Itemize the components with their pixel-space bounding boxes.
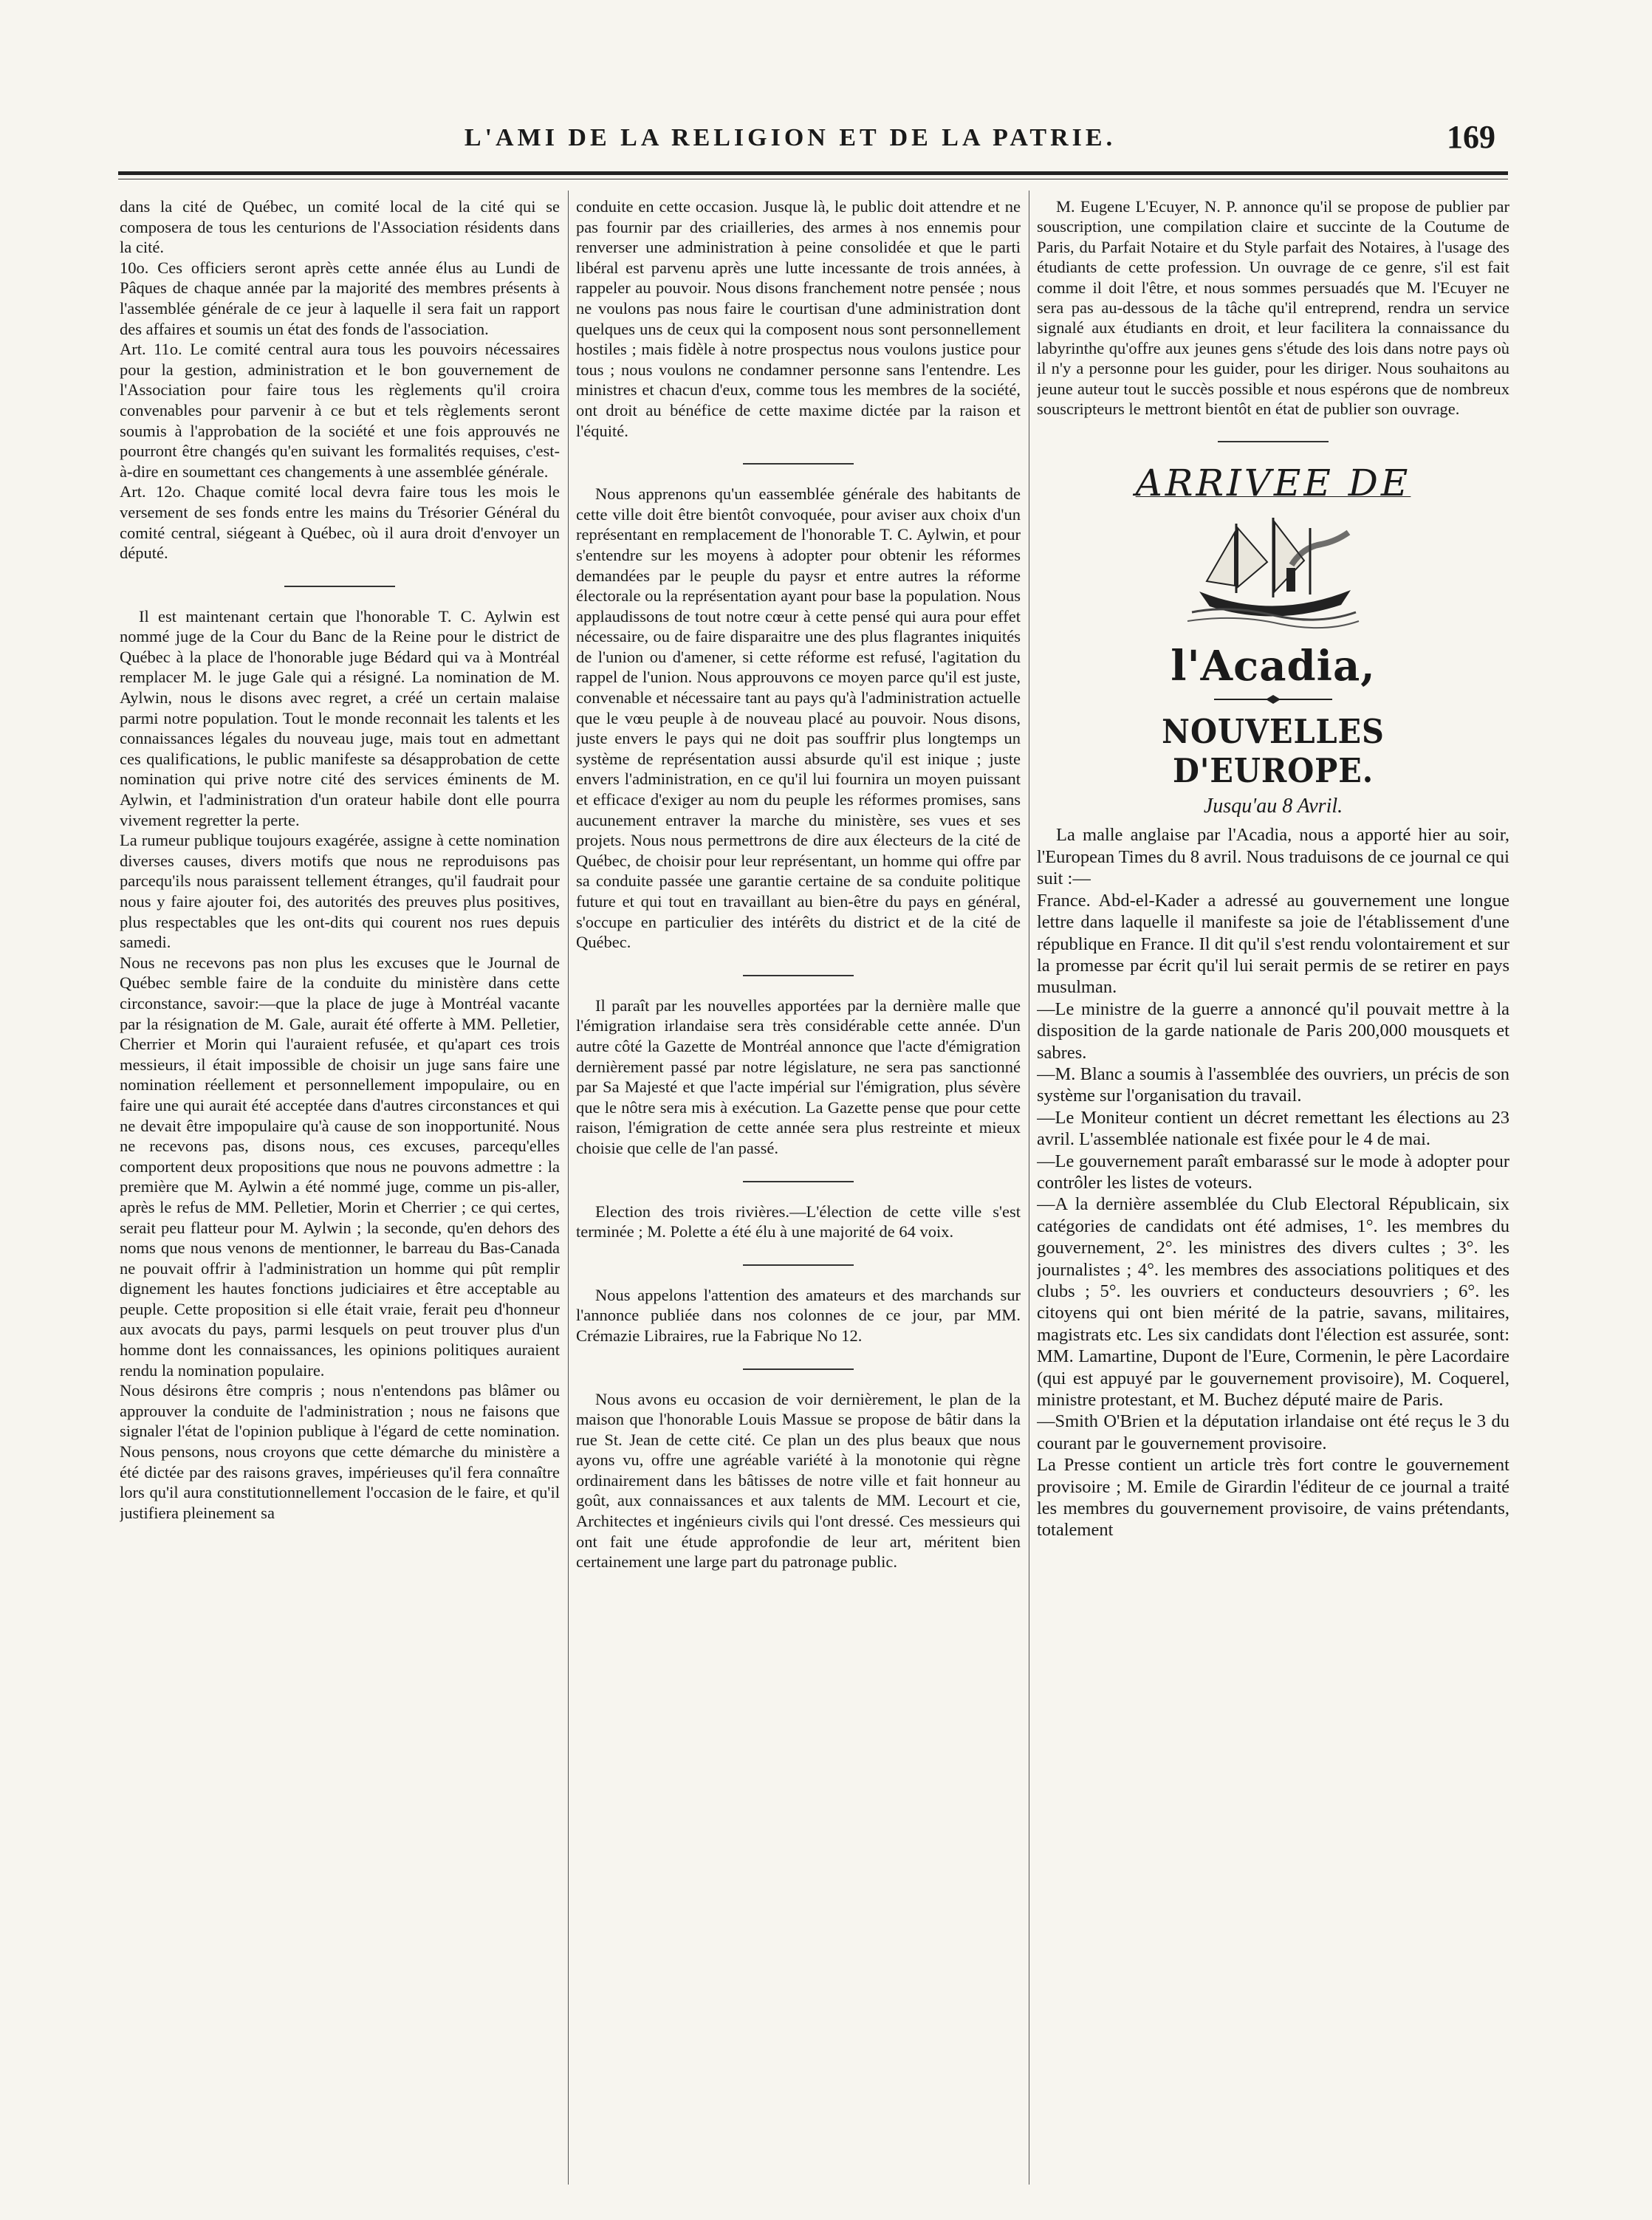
section-divider bbox=[1218, 441, 1329, 442]
steamship-icon bbox=[1185, 510, 1362, 636]
article-paragraph: dans la cité de Québec, un comité local de la cité qui se composera de tous les centurions de l'Association résidents dans la cité. bbox=[120, 197, 560, 257]
article-paragraph: Art. 12o. Chaque comité local devra faire tous les mois le versement de ses fonds entre les mains du Trésorier Général du comité central, siégeant à Québec, où il aura droit d'envoyer un député. bbox=[120, 482, 560, 563]
page-number: 169 bbox=[1447, 119, 1495, 155]
article-paragraph: —Le ministre de la guerre a annoncé qu'il pouvait mettre à la disposition de la garde nationale de Paris 200,000 mousquets et sabres. bbox=[1037, 998, 1509, 1063]
article-paragraph: Nous ne recevons pas non plus les excuses que le Journal de Québec semble faire de la conduite du ministère dans cette circonstance, savoir:—que la place de juge à Montréal vacante par la résignation de M. Gale, aurait été offerte à MM. Pelletier, Cherrier et Morin qui l'auraient refusée, et qu'apart ces trois messieurs, il était impossible de choisir un juge sans faire une nomination réellement et personnellement impopulaire, ou en faire une qui aurait été acceptée dans d'autres circonstances et qui ne devait être impopulaire qu'à cause de son inopportunité. Nous ne recevons pas, disons nous, ces excuses, parcequ'elles comportent deux propositions que nous ne pouvons admettre : la première que M. Aylwin a été nommé juge, comme un pis-aller, après le refus de MM. Pelletier, Morin et Cherrier ; ce qui certes, serait peu flatteur pour M. Aylwin ; la seconde, qu'en dehors des noms que nous venons de mentionner, le barreau du Bas-Canada ne pouvait offrir à l'administration un homme qui pût remplir dignement les hautes fonctions judiciaires et être acceptable au peuple. Cette proposition si elle était vraie, ferait peu d'honneur aux avocats du pays, parmi lesquels on peut trouver plus d'un homme dont les connaissances, les opinions politiques auraient rendu la nomination populaire. bbox=[120, 953, 560, 1380]
article-paragraph: La malle anglaise par l'Acadia, nous a apporté hier au soir, l'European Times du 8 avril. Nous traduisons de ce journal ce qui suit :— bbox=[1037, 825, 1509, 889]
article-paragraph: —M. Blanc a soumis à l'assemblée des ouvriers, un précis de son système sur l'organisation du travail. bbox=[1037, 1063, 1509, 1106]
ship-engraving bbox=[1037, 510, 1509, 639]
article-paragraph: Nous appelons l'attention des amateurs et des marchands sur l'annonce publiée dans nos colonnes de ce jour, par MM. Crémazie Libraires, rue la Fabrique No 12. bbox=[576, 1285, 1021, 1345]
article-paragraph: —Smith O'Brien et la députation irlandaise ont été reçus le 3 du courant par le gouvernement provisoire. bbox=[1037, 1411, 1509, 1453]
header-rule-thick bbox=[118, 171, 1508, 175]
article-paragraph: France. Abd-el-Kader a adressé au gouvernement une longue lettre dans laquelle il manifeste sa joie de l'établissement d'une république en France. Il dit qu'il s'est rendu volontairement et sur la promesse par écrit qu'il lui serait permis de se retirer en pays musulman. bbox=[1037, 890, 1509, 998]
rule-ornament-icon bbox=[1214, 694, 1332, 705]
section-divider bbox=[743, 463, 854, 465]
article-paragraph: —A la dernière assemblée du Club Electoral Républicain, six catégories de candidats ont été admises, 1°. les membres du gouvernement, 2°. les ministres des divers cultes ; 3°. les journalistes ; 4°. les membres des associations politiques et des clubs ; 5°. les ouvriers et conducteurs desouvriers ; 6°. les citoyens qui ont bien mérité de la patrie, savans, militaires, magistrats etc. Les six candidats dont l'élection est assurée, sont: MM. Lamartine, Dupont de l'Eure, Cormenin, le père Lacordaire (qui est appuyé par le gouvernement provisoire), M. Coquerel, ministre protestant, et M. Buchez député maire de Paris. bbox=[1037, 1194, 1509, 1411]
article-paragraph: La rumeur publique toujours exagérée, assigne à cette nomination diverses causes, divers motifs que nous ne reproduisons pas parcequ'ils nous paraissent tellement étranges, qu'il faudrait pour nous y faire ajouter foi, des autorités des preuves plus positives, plus respectables que les ont-dits qui courent nos rues depuis samedi. bbox=[120, 831, 560, 952]
vessel-name: l'Acadia, bbox=[1171, 642, 1376, 691]
article-paragraph: —Le Moniteur contient un décret remettant les élections au 23 avril. L'assemblée nationale est fixée pour le 4 de mai. bbox=[1037, 1107, 1509, 1150]
section-divider bbox=[284, 586, 395, 587]
article-paragraph: Art. 11o. Le comité central aura tous les pouvoirs nécessaires pour la gestion, administration et le bon gouvernement de l'Association pour faire tous les règlements qu'il croira convenables pour parvenir à ce but et tels règlements seront soumis à l'approbation de la société et une fois approuvés ne pourront être changés qu'en suivant les formalités requises, c'est-à-dire en soumettant ces changements à une assemblée générale. bbox=[120, 340, 560, 481]
section-divider bbox=[743, 1181, 854, 1182]
article-paragraph: —Le gouvernement paraît embarassé sur le mode à adopter pour contrôler les listes de voteurs. bbox=[1037, 1151, 1509, 1193]
article-paragraph: 10o. Ces officiers seront après cette année élus au Lundi de Pâques de chaque année par la majorité des membres présents à l'assemblée générale de ce jeur à laquelle il sera fait un rapport des affaires et soumis un état des fonds de l'association. bbox=[120, 258, 560, 338]
article-paragraph: Nous avons eu occasion de voir dernièrement, le plan de la maison que l'honorable Louis Massue se propose de bâtir dans la rue St. Jean de cette cité. Ce plan un des plus beaux que nous ayons vu, offre une agréable variété à la monotonie qui règne ordinairement dans les bâtisses de notre ville et fait honneur au goût, aux connaissances et aux talents de MM. Lecourt et cie, Architectes et ingénieurs civils qui l'ont dressé. Ces messieurs qui ont fait une étude approfondie de leur art, méritent bien certainement une large part du patronage public. bbox=[576, 1389, 1021, 1572]
section-divider bbox=[743, 975, 854, 976]
news-date: Jusqu'au 8 Avril. bbox=[1203, 795, 1343, 818]
column-1 bbox=[120, 196, 560, 2190]
article-paragraph: conduite en cette occasion. Jusque là, le public doit attendre et ne pas fournir par des criailleries, des armes à nos ennemis pour renverser une administration à peine consolidée et que le parti libéral est parvenu après une lutte incessante de trois années, à rappeler au pouvoir. Nous disons franchement notre pensée ; nous ne voulons pas nous faire le courtisan d'une administration dont quelques uns de ceux qui la composent nous sont personnellement hostiles ; mais fidèle à notre prospectus nous voulons justice pour tous ; nous voulons ne condamner personne sans l'entendre. Les ministres et chacun d'eux, comme tous les membres de la société, ont droit au bénéfice de cette maxime dictée par la raison et l'équité. bbox=[576, 197, 1021, 440]
arrival-heading: ARRIVEE DE bbox=[1135, 462, 1411, 505]
column-rule-left bbox=[568, 191, 569, 2185]
news-heading: NOUVELLES D'EUROPE. bbox=[1162, 712, 1385, 791]
column-2 bbox=[576, 196, 1021, 2190]
article-paragraph: Il paraît par les nouvelles apportées par la dernière malle que l'émigration irlandaise sera très considérable cette année. D'un autre côté la Gazette de Montréal annonce que l'acte d'émigration dernièrement passé par notre législature, ne sera pas sanctionné par Sa Majesté et que l'acte impérial sur l'émigration, plus sévère que le nôtre sera mis à exécution. La Gazette pense que pour cette raison, l'émigration de cette année sera plus restreinte et mieux choisie que celle de l'an passé. bbox=[576, 996, 1021, 1157]
running-head-title: L'AMI DE LA RELIGION ET DE LA PATRIE. bbox=[464, 124, 1117, 151]
section-divider bbox=[743, 1368, 854, 1370]
article-paragraph: Il est maintenant certain que l'honorable T. C. Aylwin est nommé juge de la Cour du Banc de la Reine pour le district de Québec à la place de l'honorable juge Bédard qui va à Montréal remplacer M. le juge Gale qui a résigné. La nomination de M. Aylwin, nous le disons avec regret, a créé un certain malaise parmi notre population. Tout le monde reconnait les talents et les connaissances légales du nouveau juge, mais tout en admettant ces qualifications, le public manifeste sa désapprobation de cette nomination qui prive notre cité des services éminents de M. Aylwin, et l'administration d'un orateur habile dont elle pourra vivement regretter la perte. bbox=[120, 606, 560, 829]
article-paragraph: M. Eugene L'Ecuyer, N. P. annonce qu'il se propose de publier par souscription, une compilation claire et succinte de la Coutume de Paris, du Parfait Notaire et du Style parfait des Notaires, à l'usage des étudiants de cette profession. Un ouvrage de ce genre, s'il est fait comme il doit l'être, et nous sommes persuadés que M. l'Ecuyer ne sera pas au-dessous de la tâche qu'il entreprend, rendra un service signalé aux étudiants en droit, et leur facilitera la connaissance du labyrinthe qu'offre aux jeunes gens s'étude des lois dans notre pays où il n'y a personne pour les guider, pour les diriger. Nous souhaitons au jeune auteur tout le succès possible et nous espérons que de nombreux souscripteurs le mettront bientôt en état de publier son ouvrage. bbox=[1037, 197, 1509, 419]
section-divider bbox=[743, 1264, 854, 1266]
article-paragraph: Election des trois rivières.—L'élection de cette ville s'est terminée ; M. Polette a été élu à une majorité de 64 voix. bbox=[576, 1202, 1021, 1241]
column-3 bbox=[1037, 196, 1509, 2190]
article-paragraph: La Presse contient un article très fort contre le gouvernement provisoire ; M. Emile de Girardin l'éditeur de ce journal a traité les membres du gouvernement provisoire, de vains prétendants, totalement bbox=[1037, 1455, 1509, 1541]
article-paragraph: Nous apprenons qu'un eassemblée générale des habitants de cette ville doit être bientôt convoquée, pour aviser aux choix d'un représentant en remplacement de l'honorable T. C. Aylwin, et pour s'entendre sur les moyens à adopter pour obtenir les réformes demandées par le peuple du paysr et entre autres la réforme électorale ou la représentation ayant pour base la population. Nous applaudissons de tout notre cœur à cette pensé qui aura pour effet nécessaire, ou de faire disparaitre une des plus flagrantes iniquités de l'union ou d'amener, si cette réforme est refusé, l'agitation du rappel de l'union. Nous approuvons ce moyen parce qu'il est juste, convenable et nécessaire tant au pays qu'à l'administration actuelle que le vœu peuple à de nouveau placé au pouvoir. Nous disons, juste envers le pays qui ne doit pas souffrir plus longtemps un système de représentation aussi absurde qu'il est inique ; juste envers l'administration, en ce qu'il lui fournira un moyen puissant et efficace d'exiger au nom du peuple les réformes promises, sans aucunement entraver la marche du ministère, ses vues et ses projets. Nous nous permettrons de dire aux électeurs de la cité de Québec, de choisir pour leur représentant, un homme qui offre par sa conduite passée une garantie certaine de sa conduite politique future et qui tout en travaillant au bien-être du pays en général, s'occupe en particulier des intérêts du district et de la cité de Québec. bbox=[576, 484, 1021, 952]
article-paragraph: Nous désirons être compris ; nous n'entendons pas blâmer ou approuver la conduite de l'administration ; nous ne faisons que signaler l'état de l'opinion publique à l'égard de cette nomination. Nous pensons, nous croyons que cette démarche du ministère a été dictée par des raisons graves, impérieuses qu'il fera connaître lors qu'il aura constitutionnellement l'occasion de le faire, et qu'il justifiera pleinement sa bbox=[120, 1381, 560, 1522]
ornament bbox=[1037, 693, 1509, 708]
